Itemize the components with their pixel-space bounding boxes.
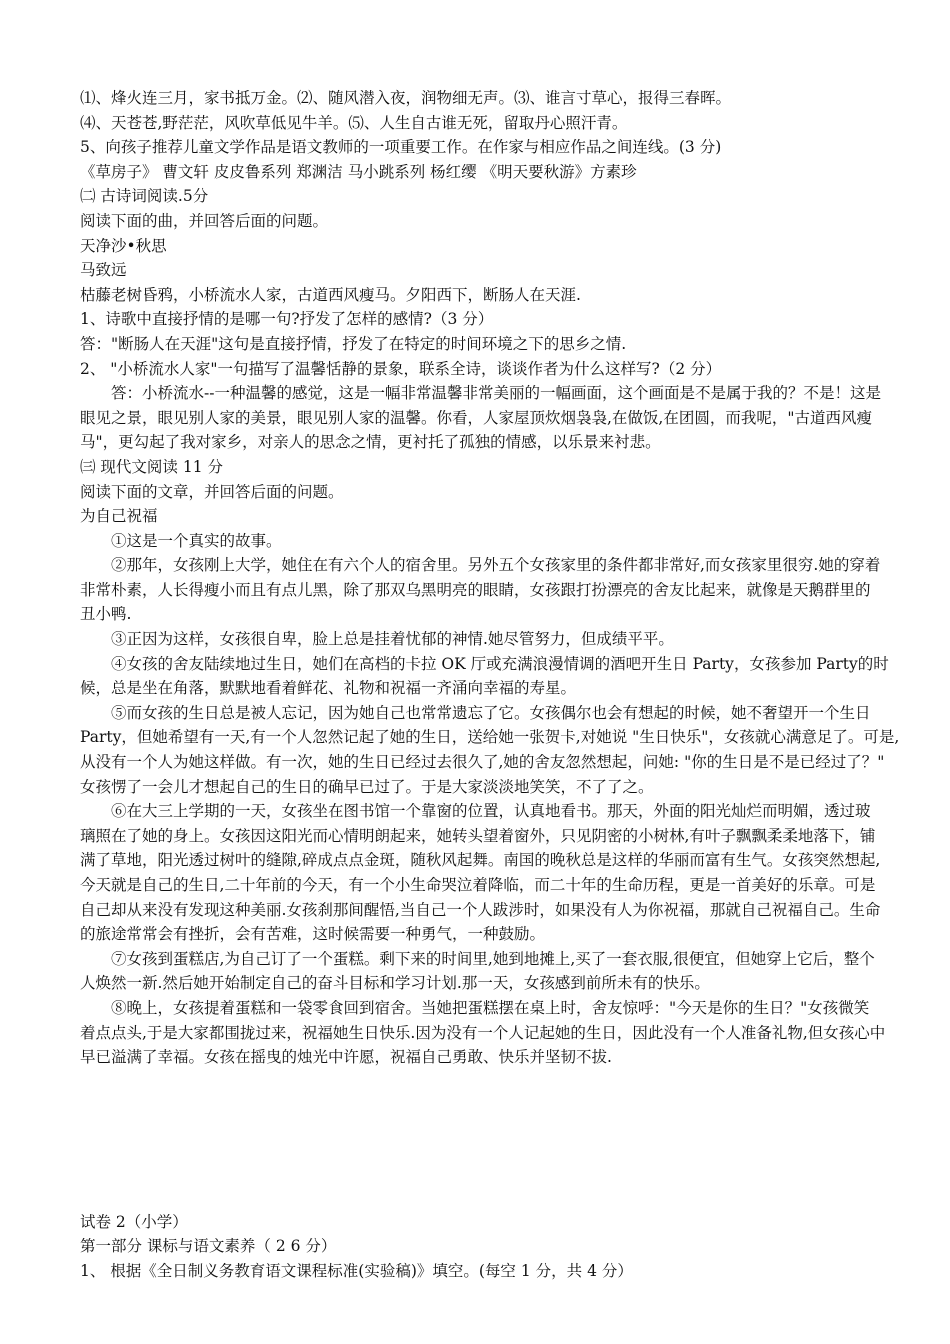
text-line: ⑴、烽火连三月，家书抵万金。⑵、随风潜入夜，润物细无声。⑶、谁言寸草心，报得三春晖。 [80,89,732,107]
story-paragraph-line: 的旅途常常会有挫折，会有苦难，这时候需要一种勇气，一种鼓励。 [80,925,546,944]
text-line: 马致远 [80,261,127,280]
text-line: 2、 "小桥流水人家"一句描写了温馨恬静的景象，联系全诗，谈谈作者为什么这样写?（2 分） [80,359,722,378]
answer-line: 马"，更勾起了我对家乡，对亲人的思念之情，更衬托了孤独的情感，以乐景来衬悲。 [80,433,661,452]
answer-line: 眼见之景，眼见别人家的美景，眼见别人家的温馨。你看，人家屋顶炊烟袅袅,在做饭,在团圆，而我呢，"古道西风瘦 [80,408,872,427]
text-line: 5、向孩子推荐儿童文学作品是语文教师的一项重要工作。在作家与相应作品之间连线。(3 分) [80,138,722,157]
text-line: 阅读下面的文章，并回答后面的问题。 [80,482,344,501]
story-paragraph-line: ③正因为这样，女孩很自卑，脸上总是挂着忧郁的神情.她尽管努力，但成绩平平。 [111,630,674,649]
poem-answer [80,381,910,455]
story-paragraph-line: ①这是一个真实的故事。 [111,531,282,550]
story-paragraph-line: ②那年，女孩刚上大学，她住在有六个人的宿舍里。另外五个女孩家里的条件都非常好,而女孩家里很穷.她的穿着 [111,556,881,575]
story-paragraph-line: 自己却从来没有发现这种美丽.女孩刹那间醒悟,当自己一个人跋涉时，如果没有人为你祝福，那就自己祝福自己。生命 [80,900,881,919]
section-modern-reading [80,455,910,529]
text-line: 1、诗歌中直接抒情的是哪一句?抒发了怎样的感情?（3 分） [80,310,494,329]
story-paragraph-line: 从没有一个人为她这样做。有一次，她的生日已经过去很久了,她的舍友忽然想起，问她: "你的生日是不是已经过了？" [80,753,885,772]
story-body [80,529,910,1070]
story-paragraph-line: 满了草地，阳光透过树叶的缝隙,碎成点点金斑，随秋风起舞。南国的晚秋总是这样的华丽而富有生气。女孩突然想起, [80,851,881,870]
story-paragraph-line: ⑤而女孩的生日总是被人忘记，因为她自己也常常遗忘了它。女孩偶尔也会有想起的时候，她不奢望开一个生日 [111,703,871,722]
story-paragraph-line: 女孩愣了一会儿才想起自己的生日的确早已过了。于是大家淡淡地笑笑，不了了之。 [80,777,654,796]
text-line: 1、 根据《全日制义务教育语文课程标准(实验稿)》填空。(每空 1 分，共 4 分） [80,1261,633,1280]
story-paragraph-line: Party，但她希望有一天,有一个人忽然记起了她的生日，送给她一张贺卡,对她说 "生日快乐"，女孩就心满意足了。可是, [80,728,900,747]
text-line: 《草房子》 曹文轩 皮皮鲁系列 郑渊洁 马小跳系列 杨红缨 《明天要秋游》方素珍 [80,162,637,181]
section-poems-and-questions [80,86,910,381]
answer-line: 答：小桥流水--一种温馨的感觉，这是一幅非常温馨非常美丽的一幅画面，这个画面是不是属于我的？不是！这是 [111,384,881,403]
text-line: 枯藤老树昏鸦，小桥流水人家，古道西风瘦马。夕阳西下，断肠人在天涯. [80,285,581,304]
story-paragraph-line: 今天就是自己的生日,二十年前的今天，有一个小生命哭泣着降临，而二十年的生命历程，更是一首美好的乐章。可是 [80,876,876,894]
story-paragraph-line: ⑦女孩到蛋糕店,为自己订了一个蛋糕。剩下来的时间里,她到地摊上,买了一套衣服,很便宜，但她穿上它后，整个 [111,949,875,968]
story-paragraph-line: ⑥在大三上学期的一天，女孩坐在图书馆一个靠窗的位置，认真地看书。那天，外面的阳光灿烂而明媚，透过玻 [111,802,871,821]
story-paragraph-line: 璃照在了她的身上。女孩因这阳光而心情明朗起来，她转头望着窗外，只见阴密的小树林,有叶子飘飘柔柔地落下，铺 [80,826,876,845]
text-line: 阅读下面的曲，并回答后面的问题。 [80,211,329,230]
story-paragraph-line: 非常朴素，人长得瘦小而且有点儿黑，除了那双乌黑明亮的眼睛，女孩跟打扮漂亮的舍友比起来，就像是天鹅群里的 [80,580,871,599]
story-paragraph-line: ⑧晚上，女孩提着蛋糕和一袋零食回到宿舍。当她把蛋糕摆在桌上时，舍友惊呼："今天是你的生日？"女孩微笑 [111,998,870,1017]
story-paragraph-line: 着点点头,于是大家都围拢过来，祝福她生日快乐.因为没有一个人记起她的生日，因此没有一个人准备礼物,但女孩心中 [80,1023,886,1042]
story-paragraph-line: ④女孩的舍友陆续地过生日，她们在高档的卡拉 OK 厅或充满浪漫情调的酒吧开生日 Party，女孩参加 Party的时 [111,654,889,673]
story-paragraph-line: 人焕然一新.然后她开始制定自己的奋斗目标和学习计划.那一天，女孩感到前所未有的快乐。 [80,974,710,993]
text-line: 试卷 2（小学） [80,1212,188,1231]
text-line: ㈡ 古诗词阅读.5分 [80,187,209,206]
text-line: ㈢ 现代文阅读 11 分 [80,457,224,476]
text-line: 为自己祝福 [80,507,158,526]
blank-space [80,1070,910,1210]
story-paragraph-line: 丑小鸭. [80,605,132,624]
text-line: 天净沙•秋思 [80,236,167,255]
text-line: ⑷、天苍苍,野茫茫，风吹草低见牛羊。⑸、人生自古谁无死，留取丹心照汗青。 [80,113,628,132]
text-line: 答："断肠人在天涯"这句是直接抒情，抒发了在特定的时间环境之下的思乡之情. [80,334,627,353]
section-paper-two [80,1210,910,1284]
story-paragraph-line: 候，总是坐在角落，默默地看着鲜花、礼物和祝福一齐涌向幸福的寿星。 [80,679,577,698]
document-page [80,86,910,1284]
text-line: 第一部分 课标与语文素养（ 2 6 分） [80,1237,337,1256]
story-paragraph-line: 早已溢满了幸福。女孩在摇曳的烛光中许愿，祝福自己勇敢、快乐并坚韧不拔. [80,1048,612,1067]
